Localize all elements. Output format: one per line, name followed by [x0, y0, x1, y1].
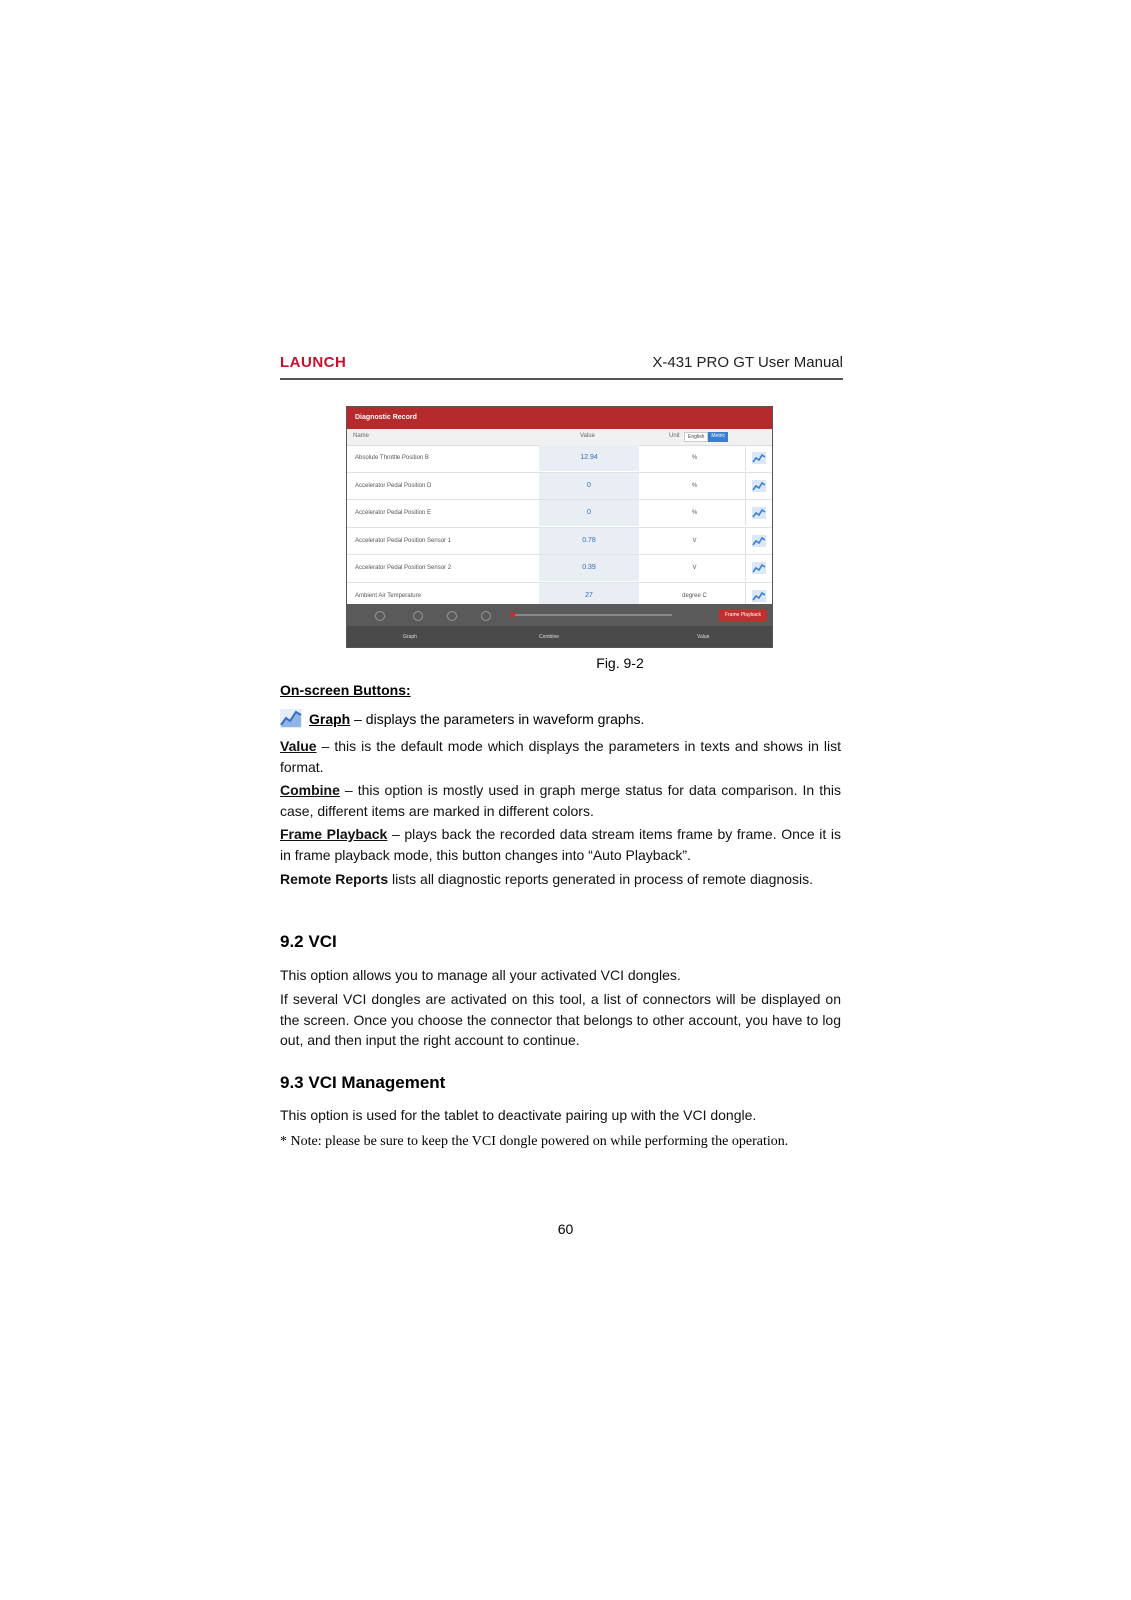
row-value: 27: [539, 583, 639, 609]
table-row: [347, 445, 772, 473]
figure-caption: [0, 655, 1131, 671]
table-row: [347, 528, 772, 556]
row-value: 0.39: [539, 555, 639, 581]
row-unit: V: [692, 537, 697, 544]
previous-icon[interactable]: [375, 611, 385, 621]
remote-reports-keyword: Remote Reports: [280, 871, 389, 887]
vci-management-heading: 9.3 VCI Management: [280, 1073, 446, 1092]
frame-playback-text: – plays back the recorded data stream items frame by frame. Once it is in frame playback mode, this button changes into “Auto Playback”.: [280, 826, 842, 863]
unit-metric[interactable]: Metric: [708, 432, 728, 442]
graph-icon[interactable]: [745, 500, 773, 526]
combine-description: [280, 780, 841, 821]
remote-reports-description: [280, 869, 841, 890]
graph-keyword: Graph: [309, 711, 351, 727]
playback-controls: [347, 604, 772, 626]
playback-progress-bar[interactable]: [512, 614, 672, 616]
page-header: [280, 352, 843, 380]
vci-paragraph-1: This option allows you to manage all your activated VCI dongles.: [280, 967, 681, 983]
vci-paragraph-2: If several VCI dongles are activated on this tool, a list of connectors will be displayed on the screen. Once you choose the connector that belongs to other account, you have to log out, and then input the right account to continue.: [280, 991, 841, 1048]
bottom-toolbar: [347, 626, 772, 647]
table-row: [347, 555, 772, 583]
screenshot-title: Diagnostic Record: [347, 407, 772, 429]
row-unit: %: [691, 455, 698, 461]
row-unit: %: [691, 510, 698, 516]
row-value: 0.78: [539, 528, 639, 554]
row-name: Ambient Air Temperature: [355, 592, 421, 599]
row-name: Accelerator Pedal Position D: [355, 482, 432, 489]
graph-tab[interactable]: Graph: [403, 634, 417, 640]
combine-text: – this option is mostly used in graph merge status for data comparison. In this case, different items are marked in different colors.: [280, 782, 841, 819]
frame-playback-button[interactable]: Frame Playback: [719, 609, 767, 622]
playback-position-marker[interactable]: [510, 612, 515, 617]
play-icon[interactable]: [447, 611, 457, 621]
record-rows: [347, 445, 772, 610]
brand-logo: LAUNCH: [280, 354, 347, 371]
value-tab[interactable]: Value: [697, 634, 710, 640]
unit-toggle[interactable]: [684, 432, 728, 442]
combine-tab[interactable]: Combine: [539, 634, 560, 640]
row-unit: V: [692, 565, 697, 571]
graph-icon: [280, 709, 302, 728]
row-name: Accelerator Pedal Position Sensor 2: [355, 565, 452, 571]
row-unit: degree C: [682, 592, 707, 599]
col-name: Name: [353, 433, 370, 439]
combine-keyword: Combine: [280, 782, 340, 798]
row-name: Accelerator Pedal Position E: [355, 510, 432, 516]
note-text: * Note: please be sure to keep the VCI dongle powered on while performing the operation.: [280, 1134, 789, 1149]
next-icon[interactable]: [481, 611, 491, 621]
manual-title: X-431 PRO GT User Manual: [652, 354, 843, 371]
graph-text: – displays the parameters in waveform graphs.: [350, 711, 645, 727]
graph-icon[interactable]: [745, 445, 773, 471]
column-header: [347, 429, 772, 446]
value-text: – this is the default mode which displays the parameters in texts and shows in list format.: [280, 738, 841, 775]
value-description: [280, 736, 841, 777]
graph-icon[interactable]: [745, 528, 773, 554]
table-row: [347, 500, 772, 528]
graph-icon[interactable]: [745, 473, 773, 499]
page-number-text: 60: [557, 1221, 574, 1237]
table-row: [347, 473, 772, 501]
vci-heading: 9.2 VCI: [280, 932, 337, 951]
value-keyword: Value: [280, 738, 317, 754]
col-unit: Unit: [669, 433, 680, 439]
row-value: 0: [539, 500, 639, 526]
row-name: Accelerator Pedal Position Sensor 1: [355, 537, 452, 544]
row-value: 12.94: [539, 445, 639, 471]
remote-reports-text: lists all diagnostic reports generated in process of remote diagnosis.: [388, 871, 814, 887]
rewind-icon[interactable]: [413, 611, 423, 621]
caption-text: Fig. 9-2: [596, 655, 644, 671]
frame-playback-keyword: Frame Playback: [280, 826, 388, 842]
col-value: Value: [580, 433, 595, 439]
row-name: Absolute Throttle Position B: [355, 455, 429, 461]
diagnostic-record-screenshot: [346, 406, 773, 648]
onscreen-buttons-heading: On-screen Buttons:: [280, 682, 411, 698]
row-value: 0: [539, 473, 639, 499]
vci-management-paragraph: This option is used for the tablet to deactivate pairing up with the VCI dongle.: [280, 1107, 757, 1123]
frame-playback-description: [280, 824, 841, 865]
page-number: [0, 1221, 1131, 1237]
row-unit: %: [691, 482, 698, 489]
graph-icon[interactable]: [745, 555, 773, 581]
unit-english[interactable]: English: [684, 432, 708, 442]
